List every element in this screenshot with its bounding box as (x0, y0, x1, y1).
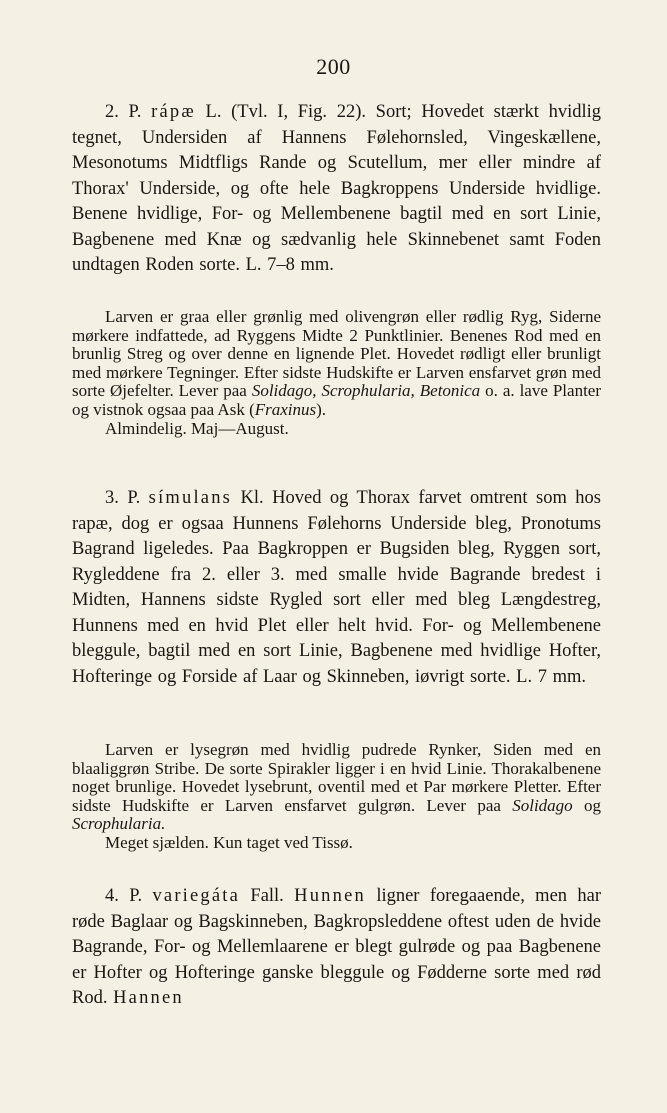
species-3-text: Kl. Hoved og Thorax farvet omtrent som hos rapæ, dog er ogsaa Hunnens Følehorns Underside bleg, Pronotums Bagrand ligeledes. Paa Bagkroppen er Bugsiden bleg, Ryggen sort, Rygleddene fra 2. eller 3. med smalle hvide Bagrande bredest i Midten, Hannens sidste Rygled sort eller med bleg Længdestreg, Hunnens med en hvid Plet eller helt hvid. For- og Mellembenene bleggule, bagtil med en sort Linie, Bagbenene med hvidlige Hofter, Hofteringe og Forside af Laar og Skinneben, iøvrigt sorte. L. 7 mm. (72, 488, 602, 687)
species-4-number: 4. P. (105, 886, 143, 906)
species-2-text: (Tvl. I, Fig. 22). Sort; Hovedet stærkt hvidlig tegnet, Undersiden af Hannens Følehornsled, Vingeskællene, Mesonotums Midtfligs Rande og Scutellum, mer eller mindre af Thorax' Underside, og ofte hele Bagkroppens Underside hvidlige. Benene hvidlige, For- og Mellembenene bagtil med en sort Linie, Bagbenene med Knæ og sædvanlig hele Skinnebenet samt Foden undtagen Roden sorte. L. 7–8 mm. (72, 102, 601, 275)
species-2-larva (72, 308, 601, 438)
species-3-larva-paragraph (72, 741, 601, 834)
plant-name: Solidago, (251, 381, 317, 401)
species-2-larva-paragraph (72, 308, 601, 420)
species-2-larva-text-3: ). (316, 399, 327, 419)
species-2-number: 2. P. (105, 102, 142, 122)
species-3-larva-text: Larven er lysegrøn med hvidlig pudrede Rynker, Siden med en blaaliggrøn Stribe. De sorte Spirakler ligger i en hvid Linie. Thorakalbenene noget brunlige. Hovedet lysebrunt, oventil med et Par mørkere Pletter. Efter sidste Hudskifte er Larven ensfarvet gulgrøn. Lever paa (72, 740, 601, 815)
species-2-name: rápæ (151, 102, 196, 122)
species-3-paragraph (72, 486, 601, 690)
species-3-number: 3. P. (105, 488, 141, 508)
species-2-larva-text-2: o. a. lave Planter og vistnok ogsaa paa Ask ( (72, 381, 602, 419)
plant-name: Betonica (419, 381, 481, 401)
plant-name: Solidago (512, 795, 573, 815)
plant-name: Scrophularia. (72, 814, 166, 834)
species-2-larva-text: Larven er graa eller grønlig med olivengrøn eller rødlig Ryg, Siderne mørkere indfattede, ad Ryggens Midte 2 Punktlinier. Benenes Rod med en brunlig Streg og over denne en lignende Plet. Hovedet rødligt eller brunligt med mørkere Tegninger. Efter sidste Hudskifte er Larven ensfarvet grøn med sorte Øjefelter. Lever paa (72, 307, 601, 401)
species-2-description (72, 100, 601, 279)
species-2-author: L. (205, 102, 222, 122)
sex-label-male: Hannen (113, 988, 184, 1008)
plant-name: Scrophularia, (321, 381, 415, 401)
species-3-frequency: Meget sjælden. Kun taget ved Tissø. (105, 832, 353, 852)
species-3-larva (72, 741, 601, 853)
sex-label-female: Hunnen (294, 886, 366, 906)
species-4-paragraph (72, 884, 601, 1012)
page-number: 200 (316, 54, 351, 79)
species-2-paragraph (72, 100, 601, 279)
species-2-frequency: Almindelig. Maj—August. (105, 418, 289, 438)
plant-name: Fraxinus (254, 399, 317, 419)
species-3-name: símulans (148, 488, 233, 508)
species-4-description (72, 884, 601, 1012)
species-4-text: ligner foregaaende, men har røde Baglaar og Bagskinneben, Bagkropsleddene oftest uden de hvide Bagrande, For- og Mellemlaarene er blegt gulrøde og paa Bagbenene er Hofter og Hofteringe ganske bleggule og Fødderne sorte med rød Rod. (72, 886, 601, 1008)
species-4-name: variegáta (152, 886, 241, 906)
species-3-larva-text-2: og (584, 795, 601, 815)
species-4-author: Fall. (250, 886, 284, 906)
species-3-description (72, 486, 601, 690)
